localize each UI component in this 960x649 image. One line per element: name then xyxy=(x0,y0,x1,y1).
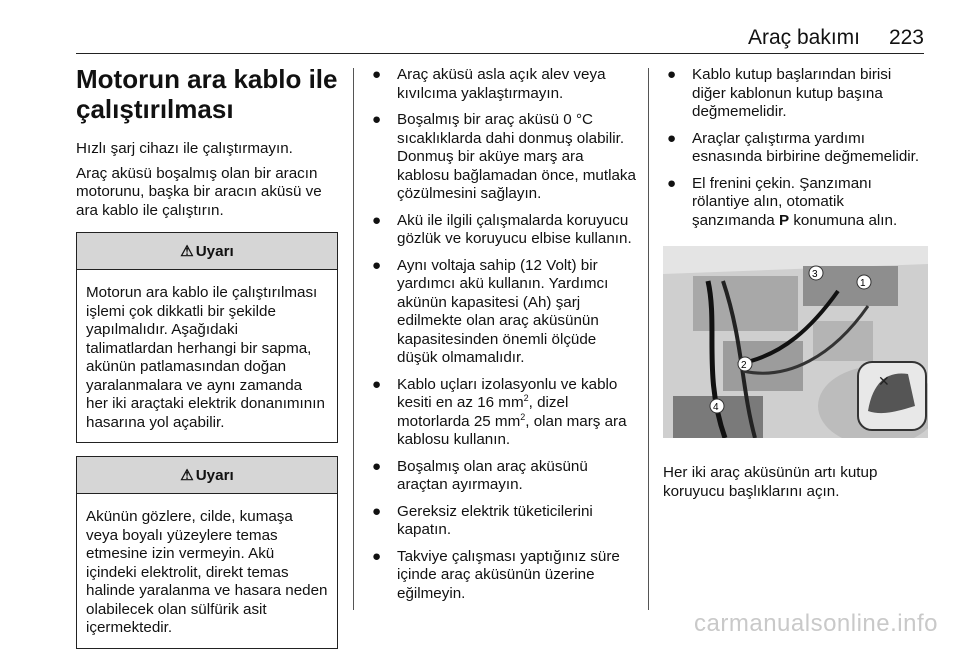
bullet-item: ● Gereksiz elektrik tüketicilerini kapatın. xyxy=(372,502,593,538)
warning-header xyxy=(77,457,337,494)
column-divider xyxy=(353,68,354,610)
svg-text:✕: ✕ xyxy=(878,374,890,390)
bullet-icon: ● xyxy=(372,457,382,475)
warning-triangle-icon: ⚠ xyxy=(180,467,194,484)
figure-label: 2 xyxy=(741,360,747,371)
header-rule xyxy=(76,53,924,54)
warning-title: Uyarı xyxy=(195,466,234,484)
bullet-icon: ● xyxy=(667,129,677,147)
figure-label: 4 xyxy=(713,402,719,413)
bullet-icon: ● xyxy=(372,111,382,128)
bullet-icon: ● xyxy=(667,66,677,83)
figure-label: 3 xyxy=(812,269,818,280)
section-heading: Motorun ara kablo ile çalıştırılması xyxy=(76,64,338,124)
warning-triangle-icon: ⚠ xyxy=(180,243,194,260)
bullet-icon: ● xyxy=(372,502,382,520)
column-divider xyxy=(648,68,649,610)
warning-text: Motorun ara kablo ile çalıştırılması işlemi çok dikkatli bir şekilde yapılmalıdır. Aşağıdaki talimatlardan herhangi bir sapma, akünün patlamasından doğan yaralanmalara ve aynı zamanda her iki araçtaki elektrik donanımının hasarına yol açabilir. xyxy=(86,284,325,431)
warning-box xyxy=(76,232,338,443)
warning-title: Uyarı xyxy=(195,242,234,260)
warning-header xyxy=(77,233,337,270)
warning-box xyxy=(76,456,338,649)
bullet-item: ● Kablo kutup başlarından birisi diğer kablonun kutup başına değmemelidir. xyxy=(667,66,892,120)
bullet-item: ● Boşalmış bir araç aküsü 0 °C sıcaklıklarda dahi donmuş olabilir. Donmuş bir aküye marş ara kablosu bağlamadan önce, mutlaka çözülmesini sağlayın. xyxy=(372,111,636,202)
paragraph: Hızlı şarj cihazı ile çalıştırmayın. xyxy=(76,140,293,157)
bullet-icon: ● xyxy=(667,174,677,192)
bullet-item: ● Aynı voltaja sahip (12 Volt) bir yardımcı akü kullanın. Yardımcı akünün kapasitesi (Ah) şarj edilmekte olan araç aküsünün kapasitesinden önemli ölçüde düşük olmamalıdır. xyxy=(372,256,609,366)
section-title: Araç bakımı xyxy=(747,26,860,49)
bullet-icon: ● xyxy=(372,256,382,274)
middle-column xyxy=(368,66,636,611)
bullet-icon: ● xyxy=(372,375,382,393)
figure-caption: Her iki araç aküsünün artı kutup koruyucu başlıklarını açın. xyxy=(663,464,878,500)
right-column xyxy=(663,66,928,507)
bullet-item: ● Araçlar çalıştırma yardımı esnasında birbirine değmemelidir. xyxy=(667,129,920,165)
bullet-icon: ● xyxy=(372,211,382,229)
paragraph: Araç aküsü boşalmış olan bir aracın motorunu, başka bir aracın aküsü ve ara kablo ile çalıştırın. xyxy=(76,164,322,219)
bullet-item: ● Akü ile ilgili çalışmalarda koruyucu gözlük ve koruyucu elbise kullanın. xyxy=(372,211,632,247)
warning-text: Akünün gözlere, cilde, kumaşa veya boyalı yüzeylere temas etmesine izin vermeyin. Akü içindeki elektrolit, direkt temas halinde yaralanma ve hasara neden olabilecek olan sülfürik asit içermektedir. xyxy=(86,508,328,636)
engine-bay-photo xyxy=(663,246,928,438)
page-number: 223 xyxy=(888,26,924,49)
watermark: carmanualsonline.info xyxy=(694,610,938,637)
figure-label: 1 xyxy=(860,278,866,289)
bullet-item: ● Boşalmış olan araç aküsünü araçtan ayırmayın. xyxy=(372,457,588,493)
bullet-item: ● Takviye çalışması yaptığınız süre içinde araç aküsünün üzerine eğilmeyin. xyxy=(372,547,620,602)
bullet-item: ● El frenini çekin. Şanzımanı rölantiye alın, otomatik şanzımanda P konumuna alın. xyxy=(667,174,898,229)
bullet-item: ● Kablo uçları izolasyonlu ve kablo kesiti en az 16 $mm^2$, dizel motorlarda 25 $mm^2$, olan marş ara kablosu kullanın. xyxy=(372,375,627,448)
bullet-icon: ● xyxy=(372,66,382,83)
left-column xyxy=(76,60,338,649)
bullet-icon: ● xyxy=(372,547,382,565)
bullet-item: ● Araç aküsü asla açık alev veya kıvılcıma yaklaştırmayın. xyxy=(372,66,606,102)
